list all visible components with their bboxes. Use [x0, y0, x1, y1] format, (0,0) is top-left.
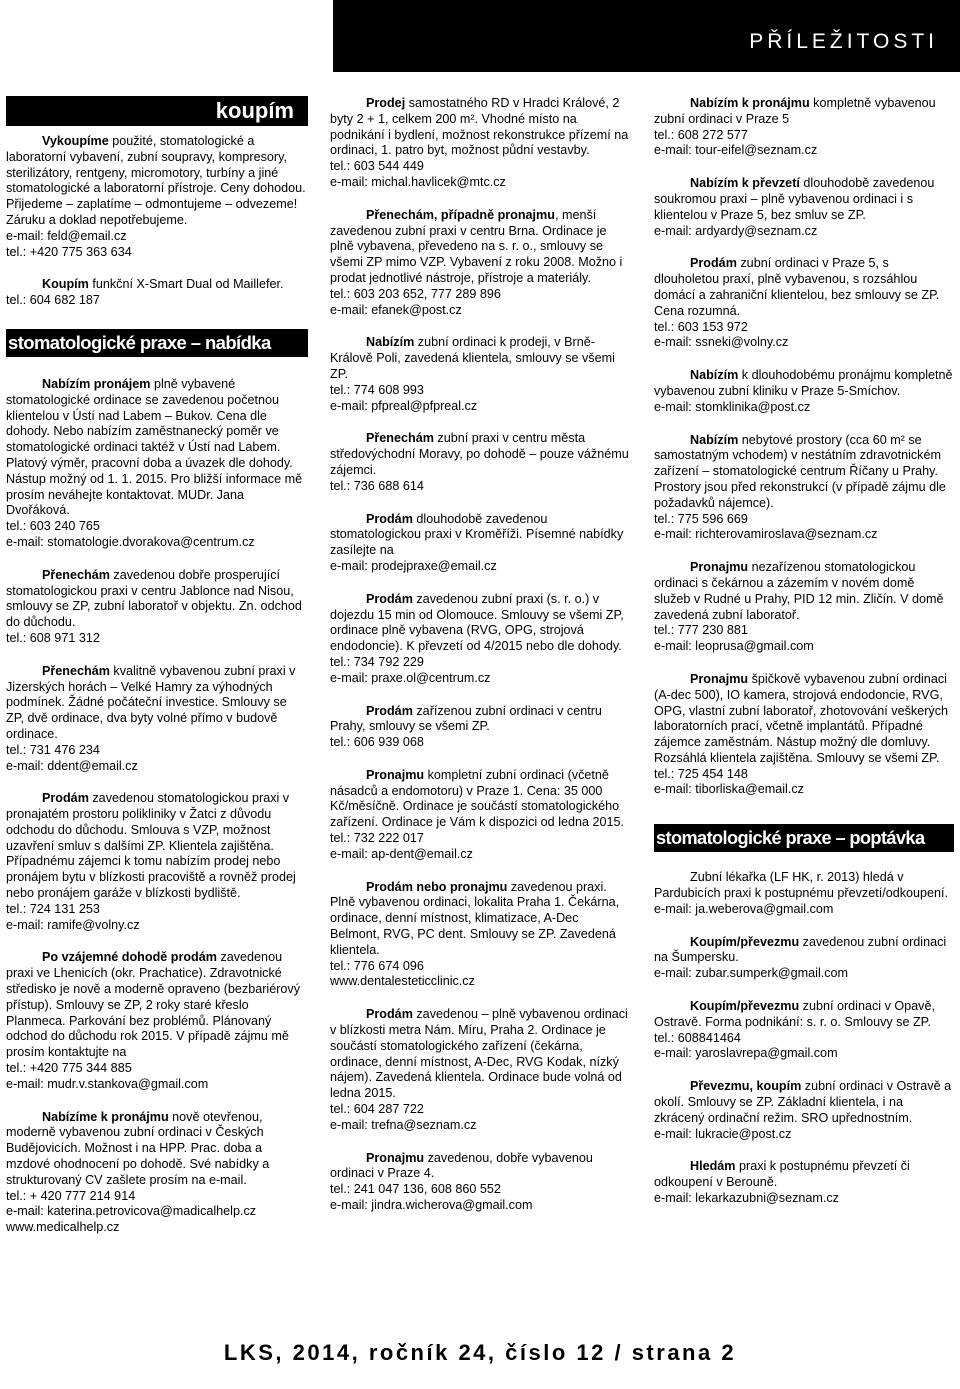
- ad-keyword: Prodám: [690, 256, 737, 271]
- ad-contact: e-mail: ssneki@volny.cz: [654, 335, 789, 350]
- classified-ad: [330, 880, 630, 991]
- ad-keyword: Pronajmu: [690, 671, 749, 686]
- ad-text: samostatného RD v Hradci Králové, 2 byty 2 + 1, celkem 200 m². Vhodné místo na podnikání i bydlení, možnost rekonstrukce přízemí na ordinaci, 1. patro byt, možnost půdní vestavby.: [330, 96, 629, 158]
- ad-text: nově otevřenou, moderně vybavenou zubní ordinaci v Českých Budějovicích. Možnost i na HPP. Prac. doba a mzdové ohodnocení po dohodě. Své nabídky a strukturovaný CV zašlete prosím na e-mail.: [6, 1109, 270, 1187]
- ad-contact: e-mail: katerina.petrovicova@madicalhelp.cz: [6, 1204, 257, 1219]
- ad-body: [330, 880, 630, 959]
- ad-contact: e-mail: ardyardy@seznam.cz: [654, 223, 818, 238]
- ad-contact: e-mail: praxe.ol@centrum.cz: [330, 670, 491, 685]
- ad-body: [330, 431, 630, 478]
- ad-contact: tel.: 736 688 614: [330, 478, 424, 493]
- ad-body: [654, 870, 954, 902]
- classified-ad: [330, 208, 630, 319]
- poptavka-ads: [654, 870, 954, 1207]
- ad-body: [330, 704, 630, 736]
- ad-text: zubní ordinaci k prodeji, v Brně-Králově Poli, zavedená klientela, smlouvy se všemi ZP.: [330, 335, 615, 381]
- ad-contact: e-mail: stomklinika@post.cz: [654, 399, 811, 414]
- ad-keyword: Prodám: [366, 591, 413, 606]
- classified-ad: [330, 704, 630, 751]
- ad-text: zavedenou – plně vybavenou ordinaci v blízkosti metra Nám. Míru, Praha 2. Ordinace je součástí stomatologického zařízení (čekárna, ordinace, denní místnost, A-Dec, RVG Kodak, nízký nájem). Zavedená klientela. Ordinace bude volná od ledna 2015.: [330, 1007, 628, 1101]
- ad-contact: tel.: 732 222 017: [330, 831, 424, 846]
- classified-ad: [330, 431, 630, 494]
- ad-contact: tel.: 775 596 669: [654, 511, 748, 526]
- ad-keyword: Přenechám, případně pronajmu: [366, 207, 555, 222]
- ad-contact: e-mail: trefna@seznam.cz: [330, 1117, 477, 1132]
- classified-ad: [330, 512, 630, 575]
- ad-text: plně vybavené stomatologické ordinace se zavedenou početnou klientelou v Ústí nad Labem – Bukov. Cena dle dohody. Nebo nabízím zaměstnanecký poměr ve stomatologické ordinaci taktéž v Ústí nad Labem. Platový výměr, pracovní doba a úvazek dle dohody. Nástup možný od 1. 1. 2015. Pro bližší informace mě prosím neváhejte kontaktovat. MUDr. Jana Dvořáková.: [6, 376, 303, 518]
- ad-keyword: Hledám: [690, 1159, 736, 1174]
- classified-ad: [6, 568, 308, 647]
- ad-body: [654, 1079, 954, 1126]
- nabidka-right-ads: [654, 96, 954, 798]
- ad-text: dlouhodobě zavedenou stomatologickou praxi v Kroměříži. Písemné nabídky zasílejte na: [330, 511, 624, 558]
- ad-contact: e-mail: ddent@email.cz: [6, 758, 138, 773]
- ad-contact: tel.: 604 287 722: [330, 1102, 424, 1117]
- ad-body: [654, 1159, 954, 1191]
- classified-ad: [6, 134, 308, 260]
- ad-contact: tel.: 774 608 993: [330, 382, 424, 397]
- ad-body: [654, 368, 954, 400]
- ad-keyword: Nabízím pronájem: [42, 376, 151, 391]
- classified-ad: [330, 768, 630, 863]
- classified-ad: [6, 950, 308, 1092]
- ad-text: zavedenou stomatologickou praxi v pronajatém prostoru polikliniky v Žatci z důvodu odchodu do důchodu. Smlouva s VZP, možnost uzavření smluv s dalšími ZP. Klientela zajištěna. Případnému zájemci k tomu nabízím prodej nebo pronájem bytu v blízkosti pracoviště a rovněž prodej nebo pronájem garáže v blízkosti bydliště.: [6, 791, 296, 901]
- ad-text: zubní ordinaci v Opavě, Ostravě. Forma podnikání: s. r. o. Smlouvy se ZP.: [654, 999, 935, 1029]
- classified-ad: [654, 433, 954, 544]
- ad-contact: tel.: 777 230 881: [654, 623, 748, 638]
- classified-ad: [654, 935, 954, 982]
- classified-ad: [654, 1159, 954, 1206]
- ad-keyword: Koupím/převezmu: [690, 999, 800, 1014]
- ad-body: [330, 1007, 630, 1102]
- ad-body: [654, 672, 954, 767]
- header-bar: [333, 0, 960, 72]
- ad-contact: e-mail: stomatologie.dvorakova@centrum.cz: [6, 534, 255, 549]
- column-middle: [330, 96, 630, 1231]
- ad-text: funkční X-Smart Dual od Maillefer.: [88, 277, 284, 292]
- ad-keyword: Přenechám: [366, 431, 434, 446]
- classified-ad: [330, 1151, 630, 1214]
- classified-ad: [330, 1007, 630, 1133]
- ad-body: [330, 592, 630, 655]
- ad-text: zubní ordinaci v Ostravě a okolí. Smlouvy se ZP. Základní klientela, i na zkrácený ordinační režim. SRO upřednostním.: [654, 1079, 952, 1125]
- ad-contact: www.medicalhelp.cz: [6, 1220, 120, 1235]
- ad-body: [6, 950, 308, 1061]
- ad-contact: tel.: 608841464: [654, 1030, 741, 1045]
- classified-ad: [654, 560, 954, 655]
- ad-keyword: Nabízím: [366, 335, 415, 350]
- ad-body: [6, 791, 308, 902]
- classified-ad: [6, 664, 308, 775]
- ad-keyword: Prodám: [366, 511, 413, 526]
- ad-body: [330, 1151, 630, 1183]
- ad-body: [330, 768, 630, 831]
- ad-body: [654, 96, 954, 128]
- ad-contact: e-mail: efanek@post.cz: [330, 302, 462, 317]
- ad-body: [6, 664, 308, 743]
- ad-keyword: Pronajmu: [366, 1150, 425, 1165]
- ad-contact: tel.: 731 476 234: [6, 742, 100, 757]
- ad-text: , menší zavedenou zubní praxi v centru Brna. Ordinace je plně vybavena, převedeno na s. r. o., smlouvy se všemi ZP mimo VZP. Vybavení z roku 2008. Možno i prodat jednotlivé nástroje, přístroje a materiály.: [330, 207, 623, 285]
- ad-keyword: Přenechám: [42, 663, 110, 678]
- classified-ad: [654, 1079, 954, 1142]
- ad-keyword: Pronajmu: [690, 560, 749, 575]
- ad-body: [654, 256, 954, 319]
- ad-contact: e-mail: tiborliska@email.cz: [654, 782, 804, 797]
- ad-text: kompletní zubní ordinaci (včetně násadců a endomotoru) v Praze 1. Cena: 35 000 Kč/měsíčně. Ordinace je součástí stomatologického zařízení. Ordinace je Vám k dispozici od ledna 2015.: [330, 767, 625, 830]
- ad-text: kompletně vybavenou zubní ordinaci v Praze 5: [654, 96, 936, 126]
- classified-ad: [654, 256, 954, 351]
- ad-keyword: Koupím: [42, 277, 89, 292]
- ad-text: zavedenou zubní praxi (s. r. o.) v dojezdu 15 min od Olomouce. Smlouvy se všemi ZP, ordinace plně vybavena (RVG, OPG, strojová endodoncie). K převzetí od 4/2015 nebo dle dohody.: [330, 591, 624, 654]
- classified-ad: [654, 999, 954, 1062]
- ad-text: nezařízenou stomatologickou ordinaci s čekárnou a zázemím v novém domě služeb v Rudné u Prahy, PID 12 min. Zličín. V domě zavedená zubní laboratoř.: [654, 560, 944, 622]
- ad-contact: tel.: 776 674 096: [330, 958, 424, 973]
- ad-text: Zubní lékařka (LF HK, r. 2013) hledá v Pardubicích praxi k postupnému převzetí/odkoupení.: [654, 870, 949, 901]
- classified-ad: [654, 96, 954, 159]
- ad-text: zavedenou zubní ordinaci na Šumpersku.: [654, 934, 947, 965]
- ad-contact: tel.: 604 682 187: [6, 293, 100, 308]
- ad-text: zavedenou praxi ve Lhenicích (okr. Prachatice). Zdravotnické středisko je nově a moderně opraveno (bezbariérový přístup). Smlouvy se ZP, 2 roky staré křeslo Planmeca. Parkování bez problémů. Plánovaný odchod do důchodu rok 2015. V případě zájmu mě prosím kontaktujte na: [6, 950, 301, 1060]
- classified-ad: [6, 277, 308, 309]
- ad-keyword: Prodám: [366, 1007, 413, 1022]
- ad-keyword: Přenechám: [42, 567, 110, 582]
- nabidka-left-ads: [6, 377, 308, 1236]
- page-section-title: PŘÍLEŽITOSTI: [749, 30, 938, 53]
- ad-text: praxi k postupnému převzetí či odkoupení v Berouně.: [654, 1159, 910, 1190]
- ad-contact: e-mail: michal.havlicek@mtc.cz: [330, 174, 506, 189]
- ad-body: [6, 134, 308, 229]
- ad-contact: tel.: 603 153 972: [654, 319, 748, 334]
- ad-contact: tel.: 241 047 136, 608 860 552: [330, 1182, 501, 1197]
- ad-contact: www.dentalesteticclinic.cz: [330, 974, 475, 989]
- ad-contact: e-mail: lukracie@post.cz: [654, 1126, 792, 1141]
- classified-ad: [6, 791, 308, 933]
- ad-contact: tel.: 603 203 652, 777 289 896: [330, 286, 501, 301]
- koupim-heading: koupím: [6, 96, 308, 126]
- classified-ad: [654, 368, 954, 415]
- ad-contact: tel.: 606 939 068: [330, 735, 424, 750]
- classified-ad: [330, 335, 630, 414]
- page-footer: LKS, 2014, ročník 24, číslo 12 / strana 2: [223, 1340, 737, 1365]
- ad-contact: e-mail: lekarkazubni@seznam.cz: [654, 1191, 839, 1206]
- ad-body: [330, 512, 630, 559]
- ad-body: [654, 560, 954, 623]
- ad-text: kvalitně vybavenou zubní praxi v Jizerských horách – Velké Hamry za výhodných podmínek. Žádné počáteční investice. Smlouvy se ZP, dvě ordinace, dva byty volné přímo v budově ordinace.: [6, 663, 296, 741]
- classified-ad: [6, 377, 308, 551]
- ad-body: [654, 433, 954, 512]
- ad-contact: e-mail: mudr.v.stankova@gmail.com: [6, 1076, 209, 1091]
- ad-contact: e-mail: prodejpraxe@email.cz: [330, 558, 497, 573]
- ad-contact: e-mail: ramife@volny.cz: [6, 917, 140, 932]
- ad-contact: tel.: +420 775 344 885: [6, 1061, 132, 1076]
- ad-keyword: Po vzájemné dohodě prodám: [42, 950, 217, 965]
- ad-contact: e-mail: leoprusa@gmail.com: [654, 639, 814, 654]
- ad-contact: e-mail: richterovamiroslava@seznam.cz: [654, 527, 878, 542]
- ad-text: zavedenou, dobře vybavenou ordinaci v Praze 4.: [330, 1150, 593, 1181]
- ad-contact: tel.: 608 272 577: [654, 127, 748, 142]
- ad-text: zubní praxi v centru města středovýchodní Moravy, po dohodě – pouze vážnému zájemci.: [330, 431, 629, 477]
- koupim-ads: [6, 134, 308, 309]
- ad-contact: tel.: 608 971 312: [6, 630, 100, 645]
- ad-keyword: Vykoupíme: [42, 134, 109, 148]
- ad-body: [654, 999, 954, 1031]
- classified-ad: [654, 672, 954, 798]
- ad-contact: tel.: 725 454 148: [654, 766, 748, 781]
- ad-contact: e-mail: feld@email.cz: [6, 228, 127, 243]
- nabidka-heading: stomatologické praxe – nabídka: [6, 329, 308, 357]
- ad-text: zavedenou dobře prosperující stomatologickou praxi v centru Jablonce nad Nisou, smlouvy se ZP, zubní laboratoř v objektu. Zn. odchod do důchodu.: [6, 567, 302, 630]
- ad-contact: e-mail: ap-dent@email.cz: [330, 846, 473, 861]
- ad-contact: e-mail: tour-eifel@seznam.cz: [654, 143, 818, 158]
- ad-contact: e-mail: zubar.sumperk@gmail.com: [654, 966, 849, 981]
- ad-text: zubní ordinaci v Praze 5, s dlouholetou praxí, plně vybavenou, s rozsáhlou domácí a zahraniční klientelou, bez smlouvy se ZP. Cena rozumná.: [654, 256, 940, 318]
- ad-body: [6, 1110, 308, 1189]
- ad-contact: tel.: 734 792 229: [330, 654, 424, 669]
- ad-contact: e-mail: jindra.wicherova@gmail.com: [330, 1198, 533, 1213]
- ad-text: špičkově vybavenou zubní ordinaci (A-dec 500), IO kamera, strojová endodoncie, RVG, OPG, vlastní zubní laboratoř, zhotovování veškerých laboratorních prací, včetně implantátů. Případné zájemce zaměstnám. Nástup možný dle domluvy. Rozsáhlá klientela zajištěna. Smlouvy se všemi ZP.: [654, 671, 948, 765]
- ad-text: zařízenou zubní ordinaci v centru Prahy, smlouvy se všemi ZP.: [330, 703, 602, 734]
- ad-text: zavedenou praxi. Plně vybavenou ordinaci, lokalita Praha 1. Čekárna, ordinace, denní místnost, klimatizace, A-Dec Belmont, RVG, PC dent. Smlouvy se ZP. Zavedená klientela.: [330, 879, 620, 957]
- ad-contact: e-mail: ja.weberova@gmail.com: [654, 901, 834, 916]
- ad-keyword: Převezmu, koupím: [690, 1079, 802, 1094]
- ad-keyword: Prodej: [366, 96, 406, 110]
- classified-ad: [330, 96, 630, 191]
- ad-text: dlouhodobě zavedenou soukromou praxi – plně vybavenou ordinaci i s klientelou v Praze 5, bez smluv se ZP.: [654, 176, 935, 222]
- ad-keyword: Nabízím k převzetí: [690, 176, 800, 191]
- classified-ad: [654, 870, 954, 917]
- ad-body: [6, 568, 308, 631]
- ad-text: použité, stomatologické a laboratorní vybavení, zubní soupravy, kompresory, sterilizátory, rentgeny, micromotory, turbíny a jiné stomatologické a laboratorní přístroje. Ceny dohodou. Přijedeme – zaplatíme – odmontujeme – odvezeme! Záruku a doklad nepotřebujeme.: [6, 134, 306, 227]
- ad-contact: tel.: 724 131 253: [6, 901, 100, 916]
- ad-keyword: Prodám: [366, 703, 413, 718]
- classified-ad: [6, 1110, 308, 1236]
- ad-body: [6, 377, 308, 519]
- ad-body: [330, 335, 630, 382]
- ad-contact: tel.: 603 240 765: [6, 519, 100, 534]
- ad-body: [330, 208, 630, 287]
- ad-body: [6, 277, 308, 293]
- ad-body: [654, 176, 954, 223]
- ad-text: nebytové prostory (cca 60 m² se samostatným vchodem) v nestátním zdravotnickém zařízení – stomatologické centrum Říčany u Prahy. Prostory jsou před rekonstrukcí (v případě zájmu dle požadavků nájemce).: [654, 432, 946, 510]
- column-left: [6, 96, 308, 1253]
- ad-contact: tel.: +420 775 363 634: [6, 244, 132, 259]
- nabidka-mid-ads: [330, 96, 630, 1214]
- ad-keyword: Nabízím: [690, 432, 739, 447]
- classified-ad: [654, 176, 954, 239]
- ad-text: k dlouhodobému pronájmu kompletně vybavenou zubní kliniku v Praze 5-Smíchov.: [654, 368, 953, 398]
- ad-keyword: Nabízím: [690, 368, 739, 383]
- ad-keyword: Koupím/převezmu: [690, 934, 800, 949]
- column-right: [654, 96, 954, 1224]
- ad-body: [330, 96, 630, 159]
- ad-keyword: Nabízím k pronájmu: [690, 96, 810, 110]
- ad-keyword: Prodám nebo pronajmu: [366, 879, 508, 894]
- ad-keyword: Pronajmu: [366, 767, 425, 782]
- classified-ad: [330, 592, 630, 687]
- ad-keyword: Prodám: [42, 791, 89, 806]
- ad-contact: tel.: 603 544 449: [330, 159, 424, 174]
- ad-contact: e-mail: yaroslavrepa@gmail.com: [654, 1046, 838, 1061]
- ad-body: [654, 935, 954, 967]
- poptavka-heading: stomatologické praxe – poptávka: [654, 824, 954, 852]
- ad-keyword: Nabízíme k pronájmu: [42, 1109, 169, 1124]
- ad-contact: tel.: + 420 777 214 914: [6, 1188, 136, 1203]
- ad-contact: e-mail: pfpreal@pfpreal.cz: [330, 398, 478, 413]
